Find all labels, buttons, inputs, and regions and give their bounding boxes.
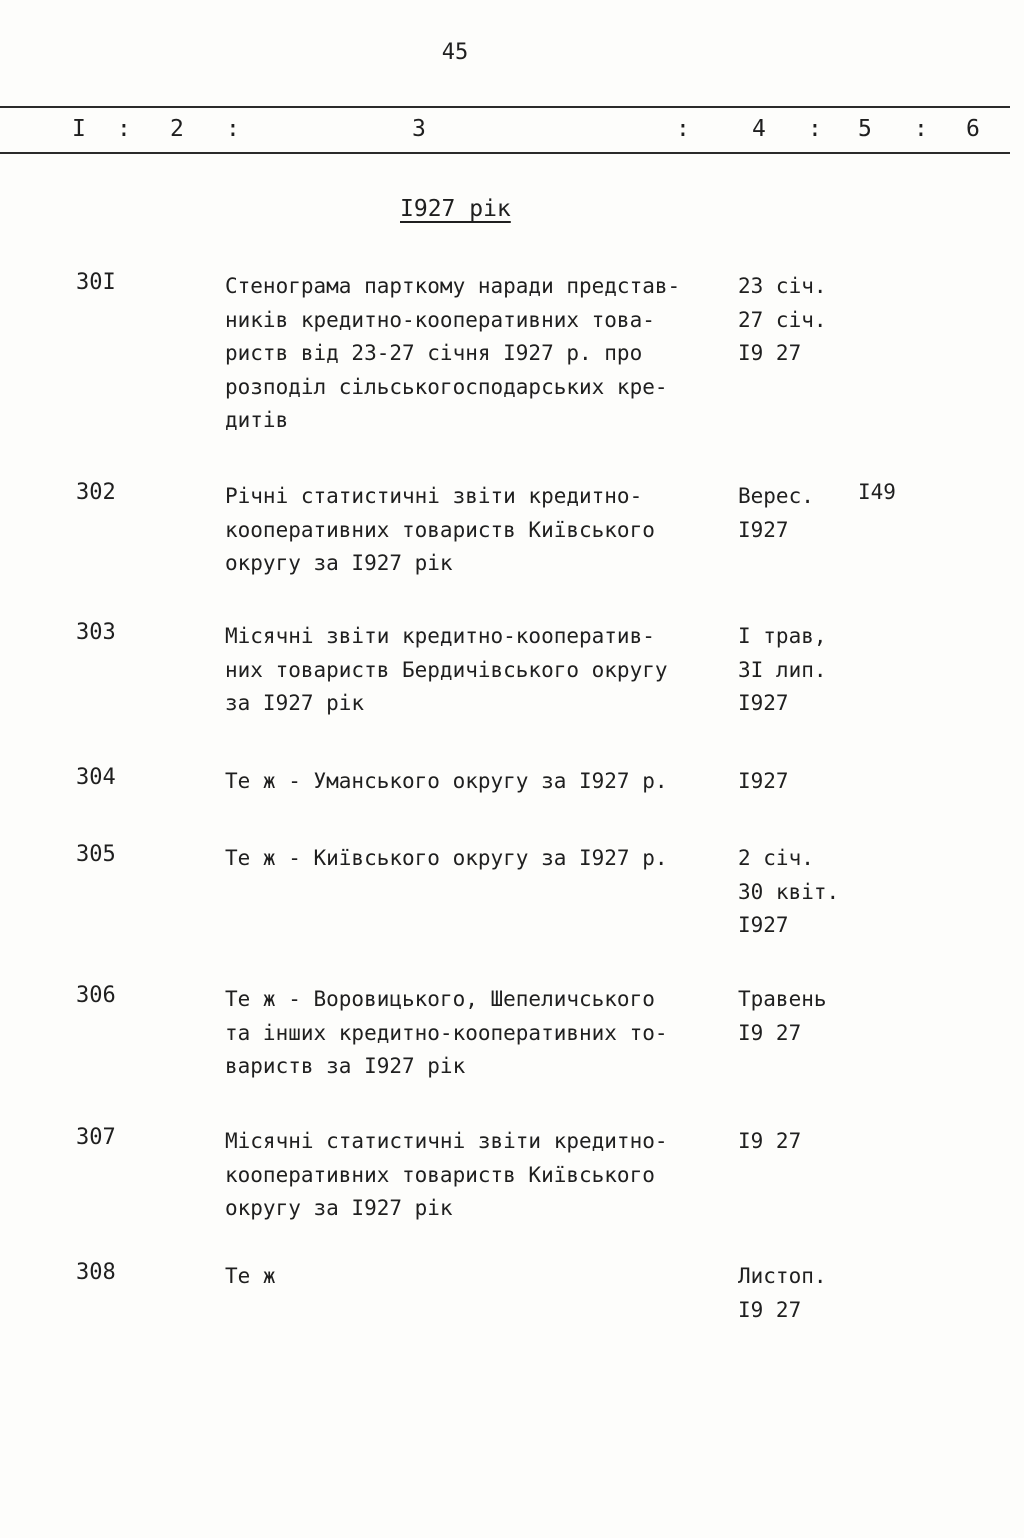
column-header-separator: : [914,116,928,142]
column-header-6: 6 [966,116,980,142]
description-line: Те ж - Київського округу за I927 р. [225,846,668,870]
column-header-separator: : [676,116,690,142]
description-line: Місячні звіти кредитно-кооператив- [225,624,655,648]
date-line: I927 [738,691,789,715]
item-dates [738,480,853,547]
date-line: I9 27 [738,1297,802,1322]
column-header-3: 3 [412,116,426,142]
description-line: Те ж - Воровицького, Шепеличського [225,987,655,1011]
description-line: кооперативних товариств Київського [225,1162,655,1187]
date-line: I трав, [738,624,827,648]
item-description [225,983,725,1084]
description-line: Місячні статистичні звіти кредитно- [225,1129,668,1153]
header-bottom-rule [0,152,1010,154]
column-header-4: 4 [752,116,766,142]
item-description [225,1260,725,1294]
header-top-rule [0,106,1010,108]
description-line: за I927 рік [225,691,365,715]
date-line: I927 [738,913,789,937]
date-line: I927 [738,769,789,793]
description-line: Річні статистичні звіти кредитно- [225,484,643,508]
description-line: розподіл сільськогосподарських кре- [225,374,668,399]
item-dates [738,765,853,799]
item-dates [738,1260,853,1327]
item-description [225,842,725,876]
item-number: 302 [76,480,116,505]
date-line: Верес. [738,484,814,508]
item-number: 304 [76,765,116,790]
column-header-1: I [72,116,86,142]
description-line: дитів [225,408,289,432]
date-line: 30 квіт. [738,879,840,904]
column-header-2: 2 [170,116,184,142]
description-line: округу за I927 рік [225,1196,453,1220]
date-line: 27 січ. [738,307,827,332]
date-line: Листоп. [738,1264,827,1288]
item-number: 303 [76,620,116,645]
item-description [225,765,725,799]
page-number: 45 [441,40,469,65]
item-dates [738,983,853,1050]
item-description [225,480,725,581]
column-header-separator: : [117,116,131,142]
description-line: ників кредитно-кооперативних това- [225,307,655,332]
column-header-separator: : [808,116,822,142]
item-number: 305 [76,842,116,867]
date-line: 3I лип. [738,657,827,682]
description-line: вариств за I927 рік [225,1054,466,1078]
description-line: Стенограма парткому наради представ- [225,274,681,298]
item-number: 307 [76,1125,116,1150]
item-description [225,270,725,438]
item-sheet-count: I49 [858,480,896,504]
item-description [225,620,725,721]
item-dates [738,270,853,371]
description-line: округу за I927 рік [225,551,453,575]
date-line: I9 27 [738,1129,802,1153]
description-line: них товариств Бердичівського округу [225,657,668,682]
date-line: 23 січ. [738,274,827,298]
column-header-separator: : [226,116,240,142]
item-number: 30I [76,270,116,295]
column-header-5: 5 [858,116,872,142]
date-line: 2 січ. [738,846,814,870]
description-line: Те ж - Уманського округу за I927 р. [225,769,668,793]
year-heading: I927 рік [400,196,511,222]
item-description [225,1125,725,1226]
item-number: 306 [76,983,116,1008]
description-line: та інших кредитно-кооперативних то- [225,1020,668,1045]
item-dates [738,1125,853,1159]
item-dates [738,620,853,721]
description-line: кооперативних товариств Київського [225,517,655,542]
date-line: I927 [738,517,789,542]
date-line: Травень [738,987,827,1011]
date-line: I9 27 [738,1020,802,1045]
date-line: I9 27 [738,341,802,365]
item-dates [738,842,853,943]
description-line: риств від 23-27 січня I927 р. про [225,341,643,365]
description-line: Те ж [225,1264,276,1288]
item-number: 308 [76,1260,116,1285]
